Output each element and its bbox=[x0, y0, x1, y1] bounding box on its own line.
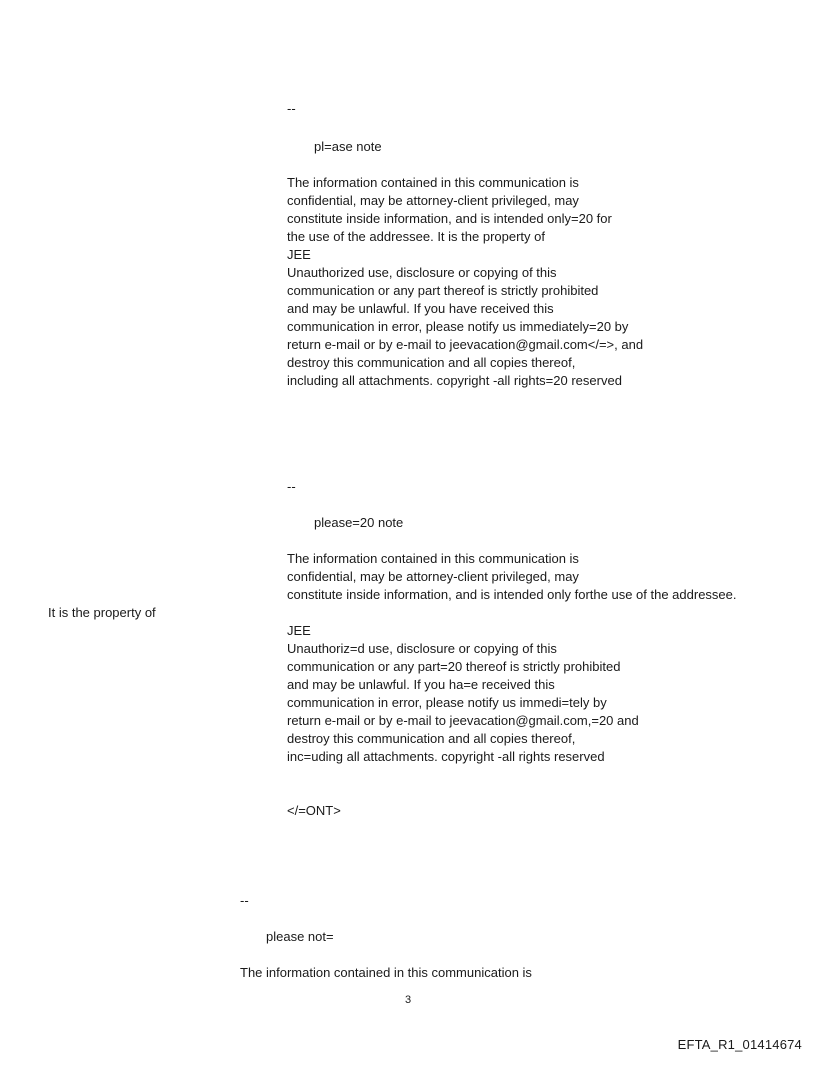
text-line: constitute inside information, and is intended only=20 for bbox=[287, 211, 612, 226]
text-line: return e-mail or by e-mail to jeevacation@gmail.com,=20 and bbox=[287, 713, 639, 728]
text-line: communication in error, please notify us immedi=tely by bbox=[287, 695, 607, 710]
text-line: Unauthorized use, disclosure or copying of this bbox=[287, 265, 557, 280]
text-line: Unauthoriz=d use, disclosure or copying of this bbox=[287, 641, 557, 656]
note-heading: pl=ase note bbox=[314, 139, 382, 154]
text-line: constitute inside information, and is intended only forthe use of the addressee. bbox=[287, 587, 737, 602]
text-line: inc=uding all attachments. copyright -all rights reserved bbox=[287, 749, 605, 764]
text-line: communication or any part thereof is strictly prohibited bbox=[287, 283, 599, 298]
document-id: EFTA_R1_01414674 bbox=[677, 1037, 802, 1052]
text-line: JEE bbox=[287, 247, 311, 262]
text-line: return e-mail or by e-mail to jeevacation@gmail.com</=>, and bbox=[287, 337, 644, 352]
text-line: communication in error, please notify us immediately=20 by bbox=[287, 319, 629, 334]
page-number: 3 bbox=[404, 994, 412, 1006]
text-line: confidential, may be attorney-client privileged, may bbox=[287, 569, 579, 584]
text-line: JEE bbox=[287, 623, 311, 638]
text-line: The information contained in this communication is bbox=[240, 965, 532, 980]
side-text: It is the property of bbox=[48, 605, 156, 620]
text-line: destroy this communication and all copies thereof, bbox=[287, 731, 576, 746]
text-line: communication or any part=20 thereof is strictly prohibited bbox=[287, 659, 621, 674]
text-line: destroy this communication and all copies thereof, bbox=[287, 355, 576, 370]
text-line: the use of the addressee. It is the property of bbox=[287, 229, 545, 244]
separator-dashes: -- bbox=[240, 893, 249, 908]
note-heading: please=20 note bbox=[314, 515, 404, 530]
note-heading: please not= bbox=[266, 929, 334, 944]
text-line: The information contained in this communication is bbox=[287, 551, 579, 566]
text-line: and may be unlawful. If you ha=e received this bbox=[287, 677, 555, 692]
separator-dashes: -- bbox=[287, 479, 296, 494]
text-line: confidential, may be attorney-client privileged, may bbox=[287, 193, 579, 208]
closing-tag: </=ONT> bbox=[287, 803, 341, 818]
text-line: The information contained in this communication is bbox=[287, 175, 579, 190]
separator-dashes: -- bbox=[287, 101, 296, 116]
text-line: including all attachments. copyright -all rights=20 reserved bbox=[287, 373, 622, 388]
text-line: and may be unlawful. If you have received this bbox=[287, 301, 554, 316]
